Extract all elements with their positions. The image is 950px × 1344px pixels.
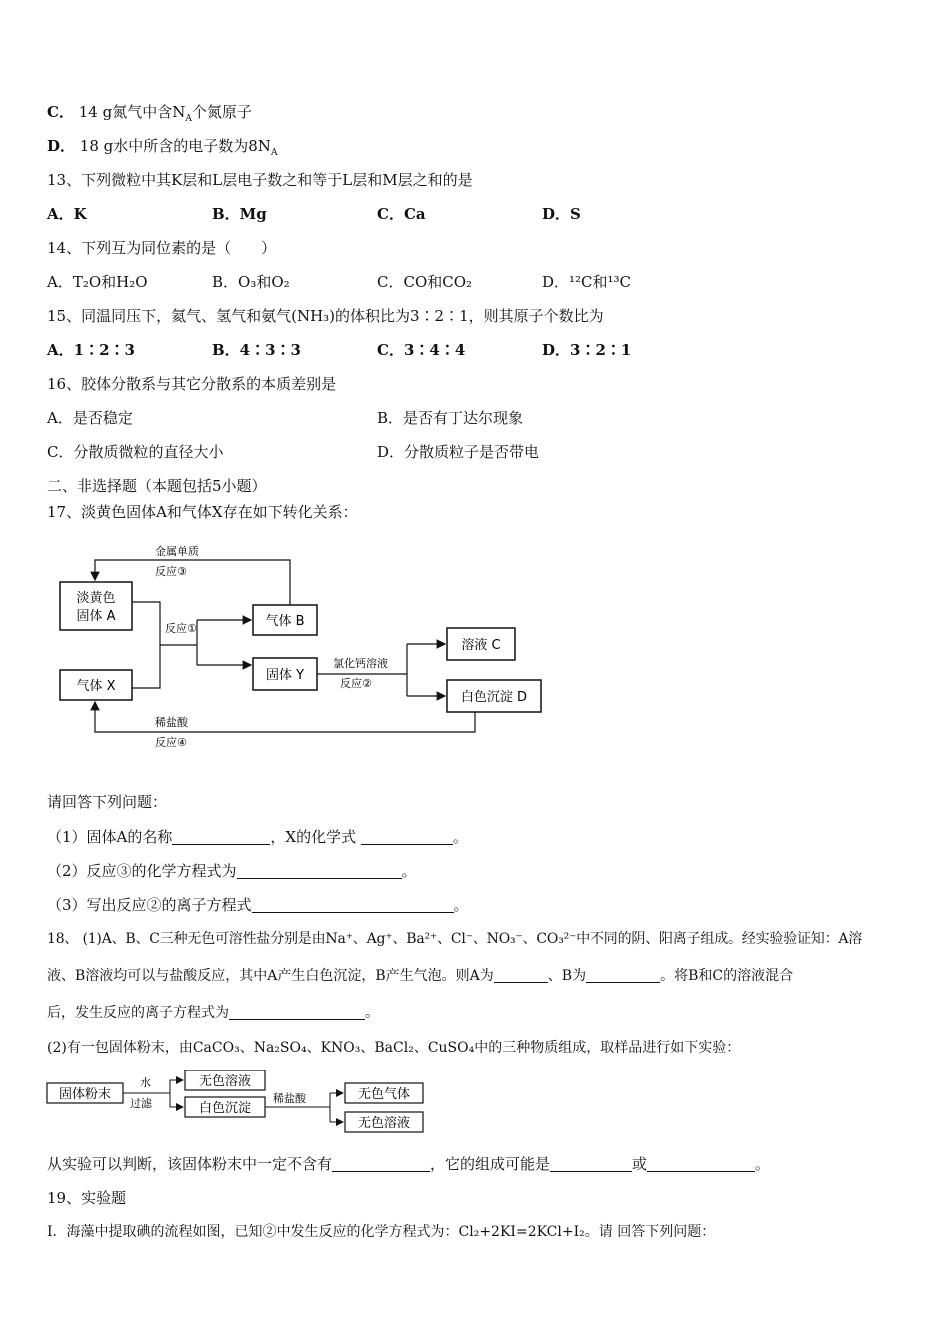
q18-line4: (2)有一包固体粉末，由CaCO₃、Na₂SO₄、KNO₃、BaCl₂、CuSO₄中的三种物质组成，取样品进行如下实验： xyxy=(47,1040,741,1056)
label-filter: 过滤 xyxy=(130,1097,152,1110)
label-reaction4: 反应④ xyxy=(155,736,187,749)
q19-line1: Ⅰ．海藻中提取碘的流程如图，已知②中发生反应的化学方程式为：Cl₂+2KI=2KCl+I₂。请 回答下列问题： xyxy=(47,1224,716,1240)
label-reaction2: 反应② xyxy=(340,677,372,690)
label-water: 水 xyxy=(140,1076,151,1089)
q17-part2: （2）反应③的化学方程式为 。 xyxy=(47,862,417,880)
q12-option-d: D． 18 g水中所含的电子数为$8N_A$ xyxy=(47,137,278,158)
q18-line1: 18、 (1)A、B、C三种无色可溶性盐分别是由Na⁺、Ag⁺、Ba²⁺、Cl⁻、NO₃⁻、CO₃²⁻中不同的阴、阳离子组成。经实验验证知：A溶 xyxy=(47,931,863,947)
q18-line5: 从实验可以判断，该固体粉末中一定不含有 ，它的组成可能是 或 。 xyxy=(47,1155,771,1173)
q17-prompt: 请回答下列问题： xyxy=(47,793,168,811)
label-powder: 固体粉末 xyxy=(58,1087,112,1102)
q16-option-b: B．是否有丁达尔现象 xyxy=(377,409,524,427)
answer-blank[interactable] xyxy=(172,828,270,845)
q15-stem: 15、同温同压下，氦气、氢气和氨气(NH₃)的体积比为3∶2∶1，则其原子个数比为 xyxy=(47,307,604,325)
answer-blank[interactable] xyxy=(332,1155,430,1172)
q17-part3: （3）写出反应②的离子方程式 。 xyxy=(47,896,469,914)
q15-option-b: B．4∶3∶3 xyxy=(212,341,301,359)
bracket-reaction1 xyxy=(132,602,160,688)
label-solid-y: 固体 Y xyxy=(265,668,305,683)
q13-option-a: A．K xyxy=(47,205,87,223)
answer-blank[interactable] xyxy=(647,1155,755,1172)
q16-option-a: A．是否稳定 xyxy=(47,409,133,427)
q15-option-a: A．1∶2∶3 xyxy=(47,341,135,359)
q14-stem: 14、下列互为同位素的是（ ） xyxy=(47,239,277,257)
q13-option-b: B．Mg xyxy=(212,205,267,223)
label-white-ppt: 白色沉淀 xyxy=(198,1101,252,1116)
q12-option-c: C． 14 g氮气中含$N_A$个氮原子 xyxy=(47,103,252,124)
answer-blank[interactable] xyxy=(361,828,453,845)
label-cacl2: 氯化钙溶液 xyxy=(333,657,388,670)
label-solution-c: 溶液 C xyxy=(461,638,501,653)
arrow-to-solution xyxy=(123,1080,183,1093)
q13-stem: 13、下列微粒中其K层和L层电子数之和等于L层和M层之和的是 xyxy=(47,171,473,189)
q16-stem: 16、胶体分散系与其它分散系的本质差别是 xyxy=(47,375,337,393)
q14-option-d: D．¹²C和¹³C xyxy=(542,273,632,291)
section-heading: 二、非选择题（本题包括5小题） xyxy=(47,477,267,495)
q17-stem: 17、淡黄色固体A和气体X存在如下转化关系： xyxy=(47,503,358,521)
answer-blank[interactable] xyxy=(229,1003,365,1020)
label-white-ppt-d: 白色沉淀 D xyxy=(460,690,528,705)
q14-option-b: B．O₃和O₂ xyxy=(212,273,290,291)
label-colorless-solution: 无色溶液 xyxy=(198,1074,252,1089)
q16-option-d: D．分散质粒子是否带电 xyxy=(377,443,540,461)
label-colorless-solution-2: 无色溶液 xyxy=(357,1116,411,1131)
label-solid-a-2: 固体 A xyxy=(76,609,116,624)
q16-option-c: C．分散质微粒的直径大小 xyxy=(47,443,224,461)
label-solid-a-1: 淡黄色 xyxy=(76,591,116,606)
q18-line2: 液、B溶液均可以与盐酸反应，其中A产生白色沉淀，B产生气泡。则A为 、B为 。将B和C的溶液混合 xyxy=(47,968,794,984)
answer-blank[interactable] xyxy=(237,862,402,879)
q13-option-d: D．S xyxy=(542,205,581,223)
label-dilute-hcl: 稀盐酸 xyxy=(155,716,188,729)
answer-blank[interactable] xyxy=(550,1155,632,1172)
label-metal-simple: 金属单质 xyxy=(155,545,199,558)
label-gas-b: 气体 B xyxy=(265,614,305,629)
answer-blank[interactable] xyxy=(494,966,548,983)
label-dilute-hcl-2: 稀盐酸 xyxy=(273,1092,306,1105)
q15-option-c: C．3∶4∶4 xyxy=(377,341,466,359)
arrow-reaction4 xyxy=(95,702,475,732)
q18-flow-diagram xyxy=(45,1070,435,1135)
label-colorless-gas: 无色气体 xyxy=(357,1087,411,1102)
label-gas-x: 气体 X xyxy=(76,679,116,694)
label-reaction1: 反应① xyxy=(165,622,197,635)
label-reaction3: 反应③ xyxy=(155,565,187,578)
q17-part1: （1）固体A的名称 ，X的化学式 。 xyxy=(47,828,468,846)
q14-option-a: A．T₂O和H₂O xyxy=(47,273,148,291)
q18-line3: 后，发生反应的离子方程式为 。 xyxy=(47,1005,379,1021)
q14-option-c: C．CO和CO₂ xyxy=(377,273,473,291)
q13-option-c: C．Ca xyxy=(377,205,426,223)
q15-option-d: D．3∶2∶1 xyxy=(542,341,632,359)
q17-flow-diagram xyxy=(55,540,555,755)
q19-title: 19、实验题 xyxy=(47,1189,127,1207)
answer-blank[interactable] xyxy=(586,966,660,983)
arrow-to-ppt xyxy=(170,1093,183,1107)
answer-blank[interactable] xyxy=(252,896,454,913)
